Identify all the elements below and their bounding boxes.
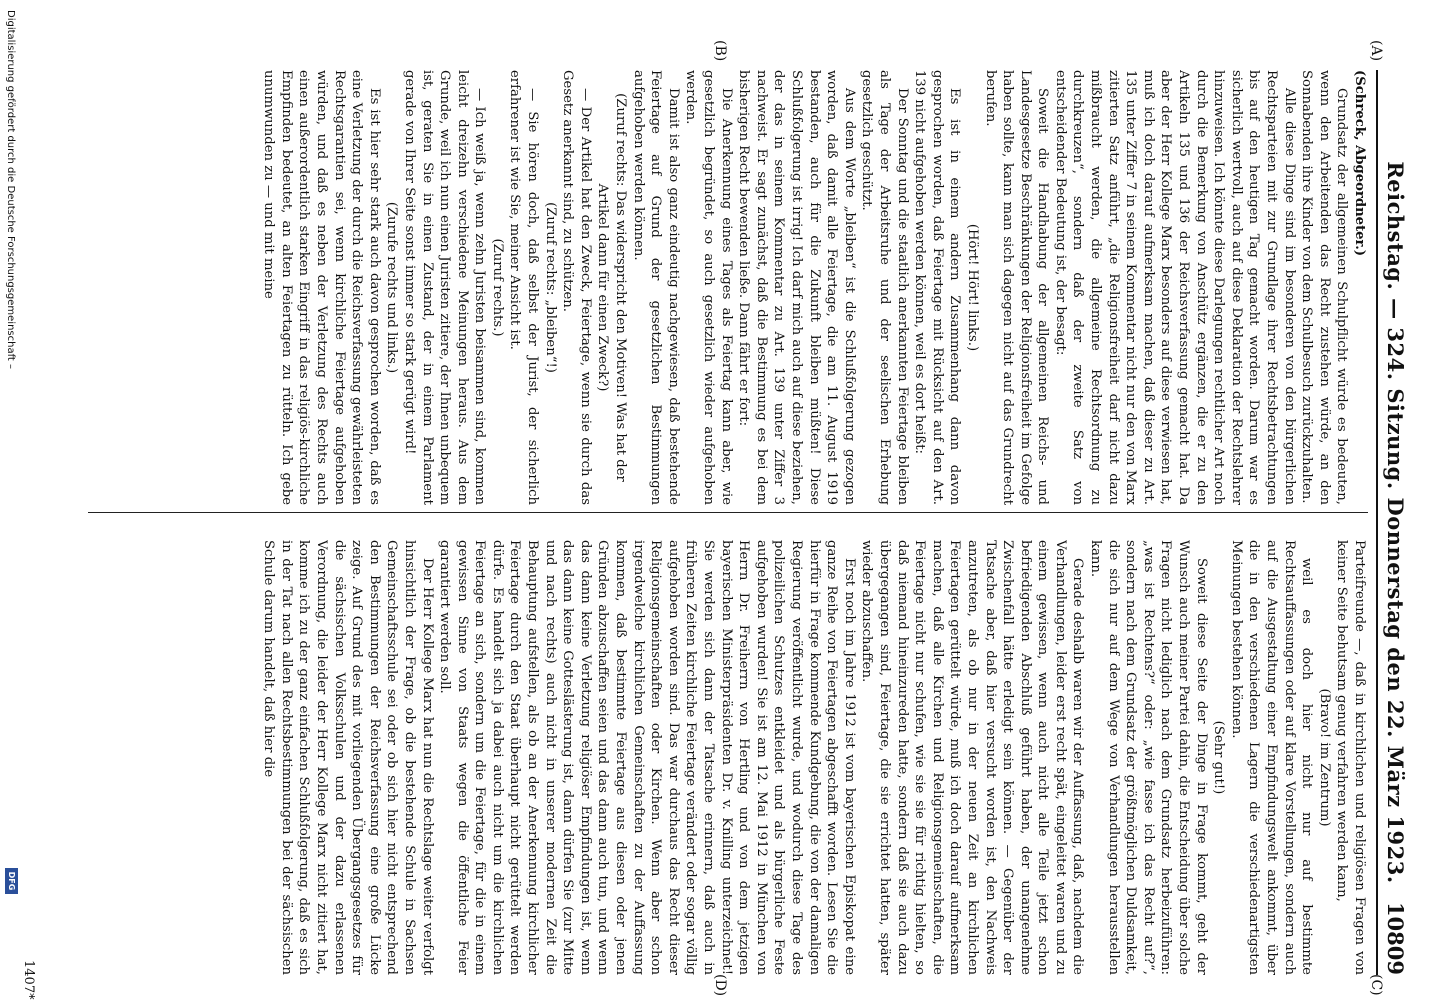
digitization-footer [0, 0, 24, 1000]
interjection: (Sehr gut!) [1211, 720, 1227, 795]
interjection: (Zuruf rechts.) [489, 238, 505, 337]
quote-paragraph: Soweit die Handhabung der allgemeinen Reichs- und Landesgesetze Beschränkungen der Religionsfreiheit im Gefolge haben sollte, kann man sich dagegen nicht auf das Grundrecht berufen. [982, 70, 1051, 505]
paragraph: Erst noch im Jahre 1912 ist vom bayerischen Episkopat eine ganze Reihe von Feiertagen abgeschafft worden. Lesen Sie die hierfür in Frage kommende Kundgebung, die von der damaligen Regierung veröffentlicht wurde, und wodurch diese Tage des polizeilichen Schutzes entkleidet und als bürgerliche Feste aufgehoben wurden! Sie ist am 12. Mai 1912 in München von Herrn Dr. Freiherrn von Hertling und von dem jetzigen bayerischen Ministerpräsidenten Dr. v. Knilling unterzeichnet! Sie werden sich dann der Tatsache erinnern, daß auch in früheren Zeiten kirchliche Feiertage verändert oder sogar völlig aufgehoben worden sind. Das war durchaus das Recht dieser Religionsgemeinschaften oder Kirchen. Wenn aber schon irgendwelche kirchlichen Gemeinschaften zu der Auffassung kommen, daß bestimmte Feiertage aus diesen oder jenen Gründen abzuschaffen seien und das dann auch tun, und wenn das dann keine Verletzung religiöser Empfindungen ist, wenn das dann keine Gotteslästerung ist, dann dürfen Sie (zur Mitte und nach rechts) auch nicht in unserer modernen Zeit die Behauptung aufstellen, als ob an der Anerkennung kirchlicher Feiertage durch den Staat überhaupt nicht gerüttelt werden dürfe. Es handelt sich ja dabei auch nicht um die kirchlichen Feiertage an sich, sondern um die Feiertage, für die in einem gewissen Sinne von Staats wegen die öffentliche Feier garantiert werden soll. [437, 540, 857, 975]
interjection: (Zurufe rechts und links.) [384, 201, 400, 374]
header-page-number: 10809 [1383, 901, 1408, 975]
paragraph: Gerade deshalb waren wir der Auffassung, daß, nachdem die Verhandlungen, leider erst recht spät, eingeleitet waren und zu einem gewissen, wenn auch nicht alle Teile jetzt schon befriedigenden Abschluß geführt haben, der unangenehme Zwischenfall hätte erledigt sein können. — Gegenüber der Tatsache aber, daß hier versucht worden ist, den Nachweis anzutreten, als ob nur in der neuen Zeit an kirchlichen Feiertagen gerüttelt würde, muß ich doch darauf aufmerksam machen, daß alle Kirchen und Religionsgemeinschaften, die Feiertage nicht nur schufen, wie sie sie für richtig hielten, so daß niemand hineinzureden hatte, sondern daß sie auch dazu übergegangen sind, Feiertage, die sie errichtet hatten, später wieder abzuschaffen. [859, 540, 1086, 975]
sheet-number: 1407* [21, 960, 36, 1000]
speaker-line: (Schreck, Abgeordneter.) [1352, 70, 1367, 257]
interjection: (Hört! Hört! links.) [964, 223, 980, 352]
right-column [78, 540, 1368, 975]
footer-text: Digitalisierung gefördert durch die Deutsche Forschungsgemeinschaft – [5, 10, 16, 370]
margin-marker-c: (C) [1368, 974, 1384, 996]
margin-marker-d: (D) [712, 974, 728, 997]
page-header [1376, 70, 1412, 975]
column-divider [88, 512, 1368, 513]
paragraph: — Ich weiß ja, wenn zehn Juristen beisammen sind, kommen leicht dreizehn verschiedene Meinungen heraus. Aus dem Grunde, weil ich nun einen Juristen zitiere, der Ihnen unbequem ist, geraten Sie in einen Zustand, der in einem Parlament gerade von Ihrer Seite sonst immer so stark gerügt wird! [401, 70, 488, 505]
margin-marker-b: (B) [712, 40, 728, 62]
header-title: Reichstag. — 324. Sitzung. Donnerstag den 22. März 1923. [1383, 161, 1408, 884]
paragraph: Aus dem Worte „bleiben“ ist die Schlußfolgerung gezogen worden, daß damit alle Feiertage, die am 11. August 1919 bestanden, auch für die Zukunft bleiben müßten! Diese Schlußfolgerung ist irrig! Ich darf mich auch auf diese beziehen, der das in seinem Kommentar zu Art. 139 unter Ziffer 3 nachweist. Er sagt zunächst, daß die Bestimmung es bei dem bisherigen Recht bewenden ließe. Dann fährt er fort: [736, 70, 857, 505]
paragraph: Alle diese Dinge sind im besonderen von den bürgerlichen Rechtsparteien mit zur Grundlage ihrer Rechtsbetrachtungen bis auf den heutigen Tag gemacht worden. Darum war es sicherlich wertvoll, auch auf diese Deklaration der Rechtslehrer hinzuweisen. Ich könnte diese Darlegungen rechtlicher Art noch durch die Bemerkung von Anschütz ergänzen, die er zu den Artikeln 135 und 136 der Reichsverfassung gemacht hat. Da aber der Herr Kollege Marx besonders auf diese verwiesen hat, muß ich doch darauf aufmerksam machen, daß dieser zu Art. 135 unter Ziffer 7 in seinem Kommentar nicht nur den von Marx zitierten Satz anführt, „die Religionsfreiheit darf nicht dazu mißbraucht werden, die allgemeine Rechtsordnung zu durchkreuzen“, sondern daß der zweite Satz von entscheidender Bedeutung ist, der besagt: [1052, 70, 1297, 505]
paragraph: Es ist in einem andern Zusammenhang dann davon gesprochen worden, daß Feiertage mit Rücksicht auf den Art. 139 nicht aufgehoben werden können, weil es dort heißt: [912, 70, 963, 505]
margin-marker-a: (A) [1368, 40, 1384, 62]
quote-paragraph: Die Anerkennung eines Tages als Feiertag kann aber, wie gesetzlich begründet, so auch gesetzlich wieder aufgehoben werden. [683, 70, 734, 505]
paragraph: Damit ist also ganz eindeutig nachgewiesen, daß bestehende Feiertage auf Grund der gesetzlichen Bestimmungen aufgehoben werden können. [630, 70, 681, 505]
paragraph: Es ist hier sehr stark auch davon gesprochen worden, daß es eine Verletzung der durch die Reichsverfassung gewährleisteten Rechtsgarantien sei, wenn kirchliche Feiertage aufgehoben würden, und daß es neben der Verletzung des Rechts auch einen außerordentlich starken Eingriff in das religiös-kirchliche Empfinden bedeutet, an alten Feiertagen zu rütteln. Ich gebe unumwunden zu — und mit meine [261, 70, 382, 505]
dfg-logo: DFG [5, 868, 18, 894]
paragraph: — Sie hören doch, daß selbst der Jurist, der sicherlich erfahrener ist wie Sie, meiner Ansicht ist. [507, 70, 541, 505]
paragraph: — Der Artikel hat den Zweck, Feiertage, wenn sie durch das Gesetz anerkannt sind, zu schützen. [560, 70, 593, 505]
paragraph: weil es doch hier nicht nur auf bestimmte Rechtsauffassungen oder auf klare Vorstellungen, sondern auch auf die Ausgestaltung einer Empfindungswelt ankommt, über die in den verschiedenen Lagern die verschiedenartigsten Meinungen bestehen können. [1228, 540, 1315, 975]
paragraph: Der Herr Kollege Marx hat nun die Rechtslage weiter verfolgt hinsichtlich der Frage, ob die bestehende Schule in Sachsen Gemeinschaftsschule sei oder ob sich hier nicht entsprechend den Bestimmungen der Reichsverfassung eine große Lücke zeige. Auf Grund des mit vorliegenden Übergangsgesetzes für die sächsischen Volksschulen und der dazu erlassenen Verordnung, die leider der Herr Kollege Marx nicht zitiert hat, komme ich zu der ganz einfachen Schlußfolgerung, daß es sich in der Tat nach allen Rechtsbestimmungen bei der sächsischen Schule darum handelt, daß hier die [261, 540, 435, 975]
paragraph: Grundsatz der allgemeinen Schulpflicht würde es bedeuten, wenn den Arbeitenden das Recht zustehen würde, an den Sonnabenden ihre Kinder von dem Schulbesuch zurückzuhalten. [1299, 70, 1350, 505]
interjection: (Zuruf rechts: „bleiben“!) [542, 202, 558, 373]
quote-paragraph: Der Sonntag und die staatlich anerkannten Feiertage bleiben als Tage der Arbeitsruhe und der seelischen Erhebung gesetzlich geschützt. [859, 70, 910, 505]
paragraph: Parteifreunde —, daß in kirchlichen und religiösen Fragen von keiner Seite behutsam genug verfahren werden kann, [1334, 540, 1367, 975]
interjection: (Bravo! im Zentrum) [1316, 688, 1332, 827]
left-column [78, 70, 1368, 505]
interjection: (Zuruf rechts: Das widerspricht den Motiven! Was hat der Artikel dann für einen Zweck?) [595, 93, 629, 482]
paragraph: Soweit diese Seite der Dinge in Frage kommt, geht der Wunsch auch meiner Partei dahin, die Entscheidung über solche Fragen nicht lediglich nach dem Grundsatz herbeizuführen: „was ist Rechtens?“ oder: „wie fasse ich das Recht auf?“, sondern nach dem Grundsatz der größtmöglichen Duldsamkeit, die sich nur auf dem Wege von Verhandlungen herausstellen kann. [1088, 540, 1209, 975]
